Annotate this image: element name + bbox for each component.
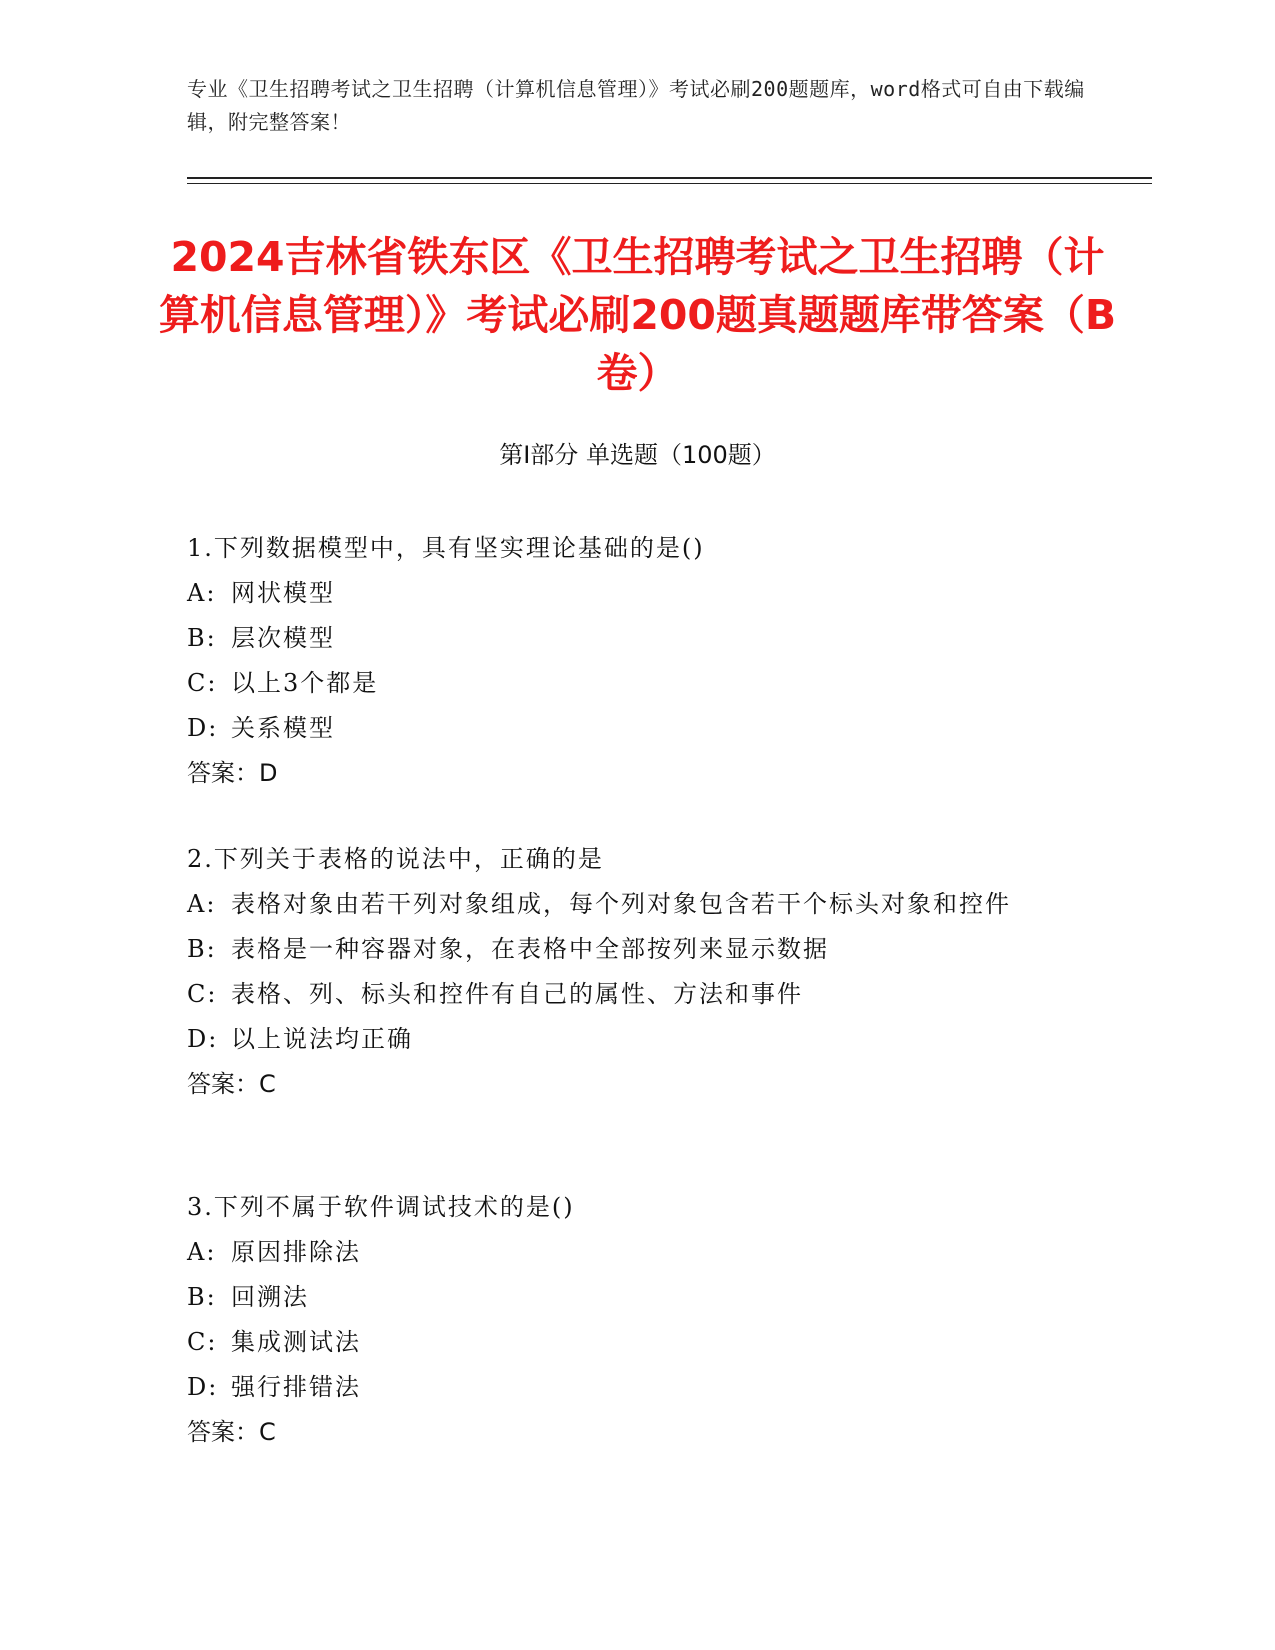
option-c — [187, 661, 1087, 706]
question-3 — [187, 1185, 1087, 1455]
option-d — [187, 706, 1087, 751]
question-stem: 1.下列数据模型中，具有坚实理论基础的是() — [187, 534, 705, 562]
header-note: 专业《卫生招聘考试之卫生招聘（计算机信息管理）》考试必刷200题题库，word格式可自由下载编辑，附完整答案！ — [187, 77, 1085, 134]
option-b — [187, 1275, 1087, 1320]
answer: 答案：C — [187, 1070, 276, 1098]
option-d — [187, 1017, 1087, 1062]
option-key: A: — [187, 1238, 217, 1266]
option-key: B: — [187, 624, 217, 652]
header-divider-thin — [187, 183, 1152, 184]
option-a — [187, 882, 1067, 927]
option-text: 网状模型 — [231, 579, 335, 607]
option-text: 集成测试法 — [231, 1328, 361, 1356]
option-text: 原因排除法 — [231, 1238, 361, 1266]
document-title: 2024吉林省铁东区《卫生招聘考试之卫生招聘（计算机信息管理）》考试必刷200题真题题库带答案（B卷） — [158, 233, 1117, 397]
question-stem: 2.下列关于表格的说法中，正确的是 — [187, 845, 604, 873]
option-key: D: — [187, 1025, 219, 1053]
option-text: 以上3个都是 — [231, 669, 379, 697]
option-d — [187, 1365, 1087, 1410]
option-text: 回溯法 — [231, 1283, 309, 1311]
option-a — [187, 571, 1087, 616]
question-2 — [187, 837, 1087, 1107]
option-key: D: — [187, 1373, 219, 1401]
option-key: B: — [187, 935, 217, 963]
section-heading: 第Ⅰ部分 单选题（100题） — [499, 441, 776, 469]
option-key: D: — [187, 714, 219, 742]
answer: 答案：D — [187, 759, 278, 787]
option-key: C: — [187, 980, 218, 1008]
option-key: C: — [187, 1328, 218, 1356]
option-text: 关系模型 — [231, 714, 335, 742]
option-key: A: — [187, 579, 217, 607]
option-key: B: — [187, 1283, 217, 1311]
option-text: 以上说法均正确 — [231, 1025, 413, 1053]
option-b — [187, 616, 1087, 661]
option-c — [187, 972, 1087, 1017]
option-key: C: — [187, 669, 218, 697]
option-b — [187, 927, 1087, 972]
option-text: 表格是一种容器对象，在表格中全部按列来显示数据 — [231, 935, 829, 963]
option-text: 表格、列、标头和控件有自己的属性、方法和事件 — [231, 980, 803, 1008]
answer: 答案：C — [187, 1418, 276, 1446]
option-text: 层次模型 — [231, 624, 335, 652]
option-a — [187, 1230, 1087, 1275]
option-key: A: — [187, 890, 217, 918]
question-1 — [187, 526, 1087, 796]
header-divider-thick — [187, 177, 1152, 179]
question-stem: 3.下列不属于软件调试技术的是() — [187, 1193, 575, 1221]
option-text: 强行排错法 — [231, 1373, 361, 1401]
option-text: 表格对象由若干列对象组成，每个列对象包含若干个标头对象和控件 — [231, 890, 1011, 918]
option-c — [187, 1320, 1087, 1365]
